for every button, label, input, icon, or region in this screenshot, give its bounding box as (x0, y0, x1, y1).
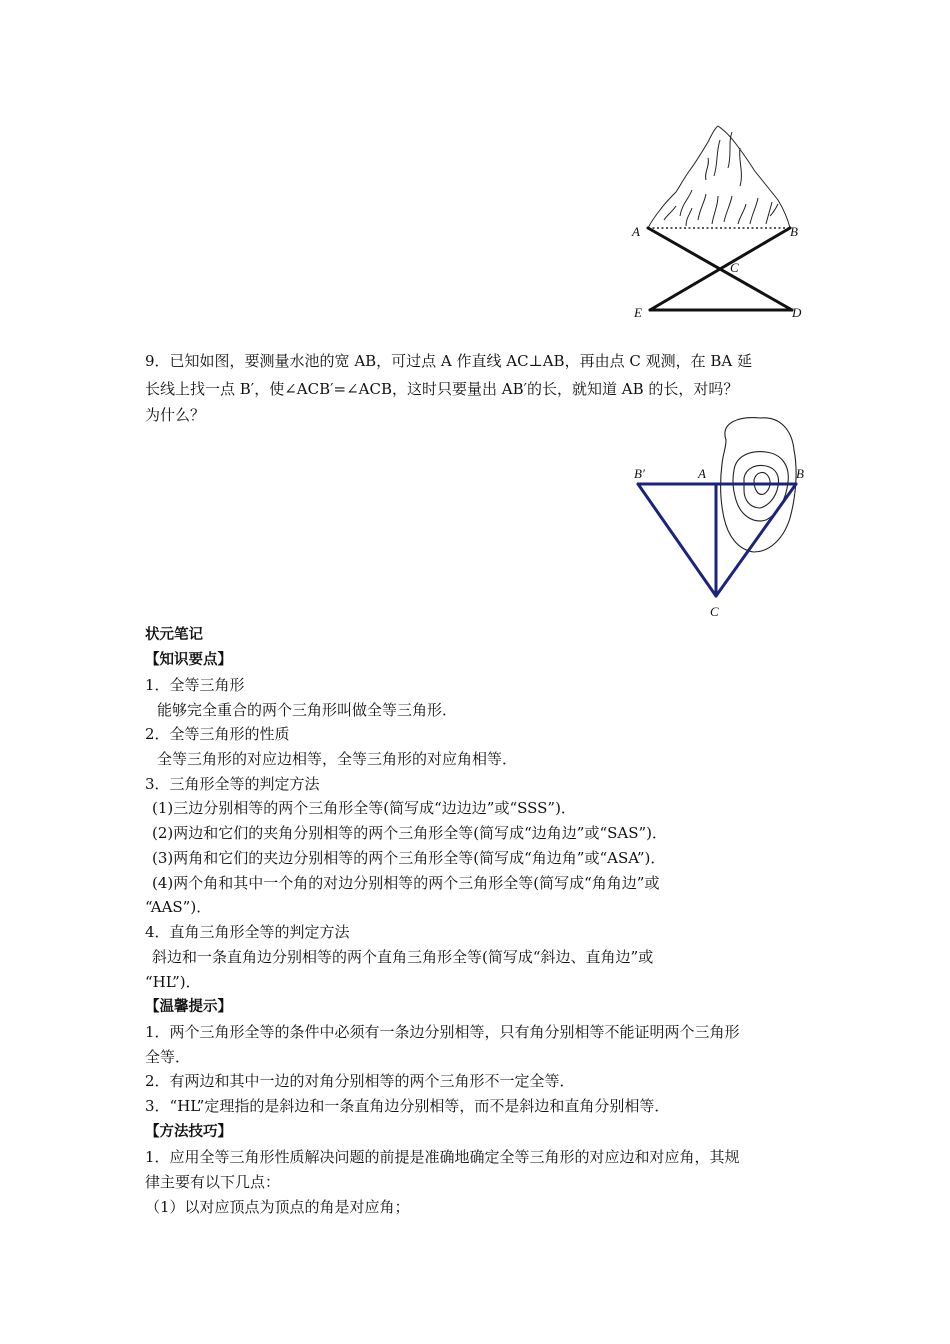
tips-heading: 【温馨提示】 (145, 999, 232, 1015)
knowledge-line: (2)两边和它们的夹角分别相等的两个三角形全等(简写成“边角边”或“SAS”)． (152, 824, 668, 842)
methods-line: （1）以对应顶点为顶点的角是对应角； (145, 1198, 410, 1216)
knowledge-line: 1．全等三角形 (145, 676, 245, 694)
knowledge-line: “AAS”)． (145, 898, 212, 916)
knowledge-line: 能够完全重合的两个三角形叫做全等三角形． (157, 701, 458, 719)
methods-heading: 【方法技巧】 (145, 1124, 232, 1140)
knowledge-line: (4)两个角和其中一个角的对边分别相等的两个三角形全等(简写成“角角边”或 (152, 874, 660, 892)
knowledge-line: 3．三角形全等的判定方法 (145, 775, 320, 793)
crossing-segments (648, 228, 792, 310)
knowledge-line: (1)三边分别相等的两个三角形全等(简写成“边边边”或“SSS”)． (152, 799, 576, 817)
tips-line: 全等． (145, 1048, 191, 1066)
figure-mountain-crossing (620, 120, 820, 330)
tips-line: 2．有两边和其中一边的对角分别相等的两个三角形不一定全等． (145, 1072, 575, 1090)
label-b: B (796, 466, 804, 481)
problem-9-line-1: 9．已知如图，要测量水池的宽 AB，可过点 A 作直线 AC⊥AB，再由点 C 观测，在 BA 延 (145, 352, 752, 370)
mountain-drawing (648, 126, 790, 228)
tips-line: 1．两个三角形全等的条件中必须有一条边分别相等，只有角分别相等不能证明两个三角形 (145, 1023, 740, 1041)
label-e: E (634, 305, 642, 320)
problem-9-line-3: 为什么？ (145, 406, 206, 424)
tips-line: 3．“HL”定理指的是斜边和一条直角边分别相等，而不是斜边和直角分别相等． (145, 1097, 670, 1115)
knowledge-line: (3)两角和它们的夹边分别相等的两个三角形全等(简写成“角边角”或“ASA”)． (152, 849, 666, 867)
label-b-prime: B′ (634, 466, 645, 481)
label-a: A (698, 466, 706, 481)
knowledge-line: 全等三角形的对应边相等，全等三角形的对应角相等． (157, 750, 518, 768)
label-d: D (792, 305, 802, 320)
knowledge-heading: 【知识要点】 (145, 652, 232, 668)
methods-line: 1．应用全等三角形性质解决问题的前提是准确地确定全等三角形的对应边和对应角，其规 (145, 1148, 740, 1166)
problem-9-line-2: 长线上找一点 B′，使∠ACB′=∠ACB，这时只要量出 AB′的长，就知道 AB 的长，对吗？ (145, 380, 739, 398)
figure-pond-triangle (620, 410, 820, 625)
label-a: A (632, 224, 640, 239)
knowledge-line: 4．直角三角形全等的判定方法 (145, 923, 350, 941)
label-c: C (730, 260, 739, 275)
knowledge-line: “HL”)． (145, 973, 201, 991)
triangle-segments (638, 484, 796, 596)
notes-title: 状元笔记 (145, 627, 203, 643)
label-c: C (710, 604, 719, 619)
methods-line: 律主要有以下几点： (145, 1173, 281, 1191)
knowledge-line: 斜边和一条直角边分别相等的两个直角三角形全等(简写成“斜边、直角边”或 (152, 948, 654, 966)
knowledge-line: 2．全等三角形的性质 (145, 725, 290, 743)
label-b: B (790, 224, 798, 239)
